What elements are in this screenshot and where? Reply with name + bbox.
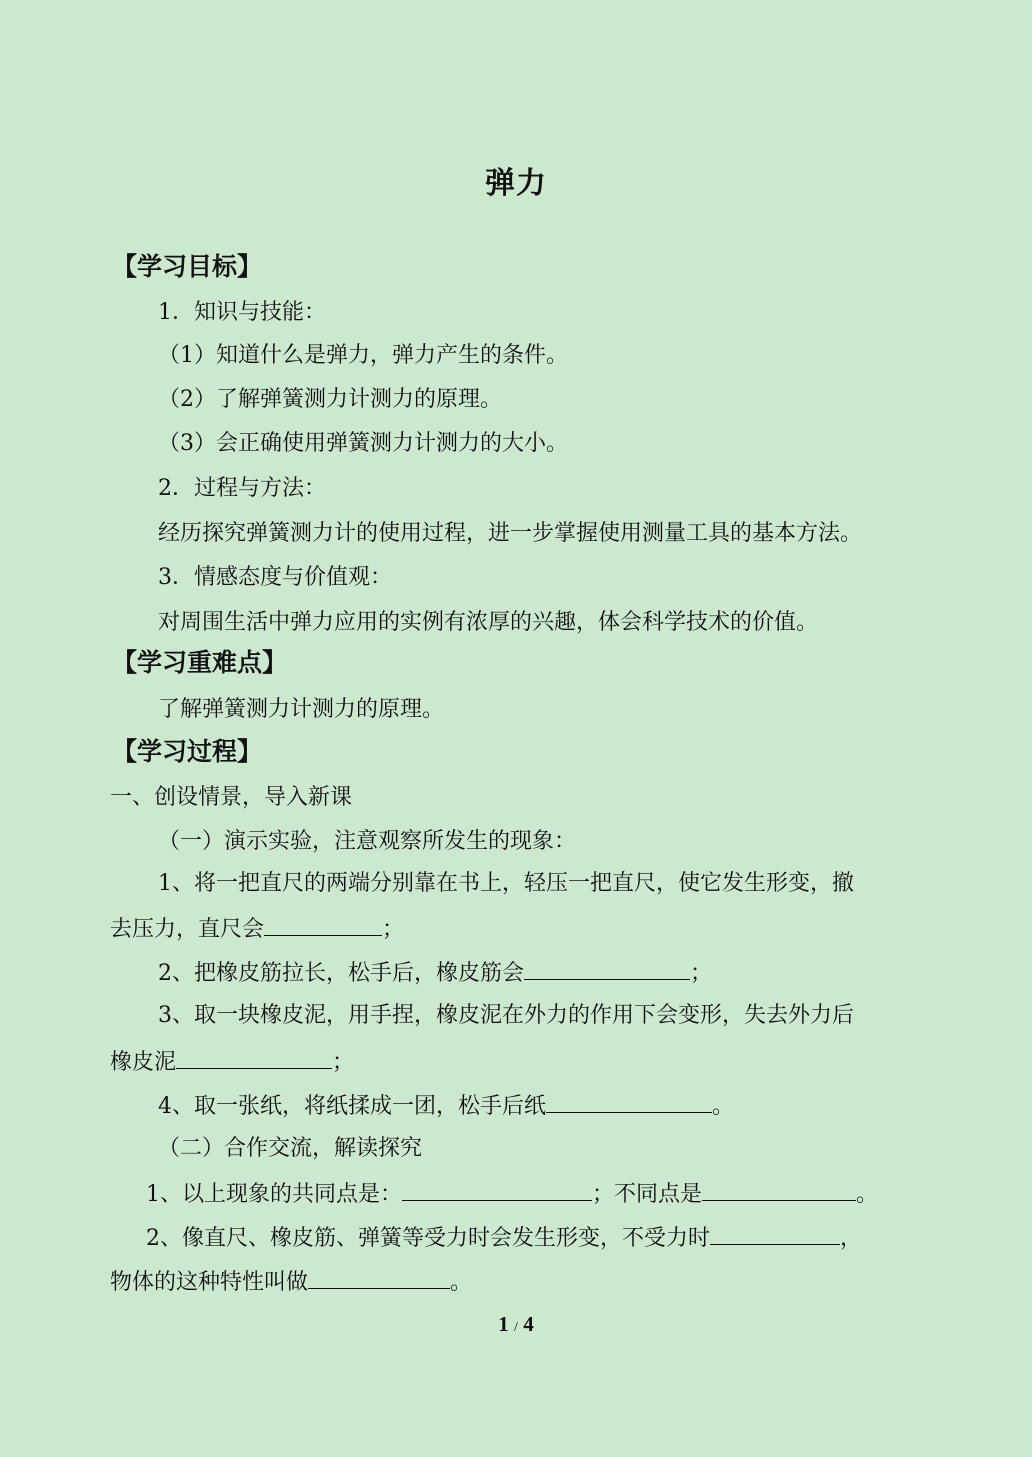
question-3-line-2 (110, 1046, 354, 1078)
answer-blank-4[interactable] (546, 1090, 712, 1113)
objective-1-1: （1）知道什么是弹力，弹力产生的条件。 (158, 343, 568, 368)
discussion-2-line-1 (146, 1222, 862, 1254)
objective-1: 1．知识与技能： (158, 300, 326, 325)
page-separator: / (514, 1320, 518, 1335)
question-3-text: 橡皮泥 (110, 1050, 177, 1075)
question-1-line-2 (110, 913, 404, 945)
process-heading: 【学习过程】 (112, 737, 263, 766)
process-part-1: 一、创设情景，导入新课 (110, 785, 353, 810)
discussion-1-end: 。 (856, 1182, 879, 1207)
discussion-2-text: 2、像直尺、橡皮筋、弹簧等受力时会发生形变，不受力时 (146, 1226, 710, 1251)
answer-blank-2[interactable] (524, 957, 690, 980)
cooperation-heading: （二）合作交流，解读探究 (158, 1136, 423, 1161)
discussion-1 (146, 1178, 878, 1210)
question-2 (158, 957, 712, 989)
page-title: 弹力 (485, 166, 547, 201)
question-4-end: 。 (712, 1094, 735, 1119)
page-number (0, 1312, 1032, 1337)
total-pages: 4 (523, 1312, 534, 1336)
key-points-text: 了解弹簧测力计测力的原理。 (158, 697, 445, 722)
discussion-2-end: ， (840, 1226, 863, 1251)
answer-blank-5[interactable] (402, 1178, 592, 1201)
objective-1-3: （3）会正确使用弹簧测力计测力的大小。 (158, 431, 568, 456)
objective-2: 2．过程与方法： (158, 476, 326, 501)
key-points-heading: 【学习重难点】 (112, 648, 288, 677)
answer-blank-8[interactable] (308, 1266, 450, 1289)
answer-blank-3[interactable] (176, 1046, 332, 1069)
question-2-end: ； (690, 961, 713, 986)
objective-3-text: 对周围生活中弹力应用的实例有浓厚的兴趣，体会科学技术的价值。 (158, 610, 819, 635)
discussion-2-line-2 (110, 1266, 472, 1298)
answer-blank-1[interactable] (264, 913, 382, 936)
question-3-end: ； (332, 1050, 355, 1075)
demo-heading: （一）演示实验，注意观察所发生的现象： (158, 829, 577, 854)
objectives-heading: 【学习目标】 (112, 252, 263, 281)
discussion-1-mid: ；不同点是 (592, 1182, 703, 1207)
question-1-line-1: 1、将一把直尺的两端分别靠在书上，轻压一把直尺，使它发生形变，撤 (158, 871, 854, 896)
current-page: 1 (498, 1312, 509, 1336)
objective-3: 3．情感态度与价值观： (158, 565, 392, 590)
objective-2-text: 经历探究弹簧测力计的使用过程，进一步掌握使用测量工具的基本方法。 (158, 521, 863, 546)
question-4 (158, 1090, 734, 1122)
question-3-line-1: 3、取一块橡皮泥，用手捏，橡皮泥在外力的作用下会变形，失去外力后 (158, 1003, 854, 1028)
objective-1-2: （2）了解弹簧测力计测力的原理。 (158, 387, 502, 412)
question-4-text: 4、取一张纸，将纸揉成一团，松手后纸 (158, 1094, 546, 1119)
question-1-end: ； (382, 917, 405, 942)
question-1-text: 去压力，直尺会 (110, 917, 265, 942)
answer-blank-7[interactable] (710, 1222, 840, 1245)
discussion-2b-text: 物体的这种特性叫做 (110, 1270, 309, 1295)
answer-blank-6[interactable] (702, 1178, 856, 1201)
discussion-2b-end: 。 (450, 1270, 473, 1295)
question-2-text: 2、把橡皮筋拉长，松手后，橡皮筋会 (158, 961, 524, 986)
discussion-1-text: 1、以上现象的共同点是： (146, 1182, 402, 1207)
